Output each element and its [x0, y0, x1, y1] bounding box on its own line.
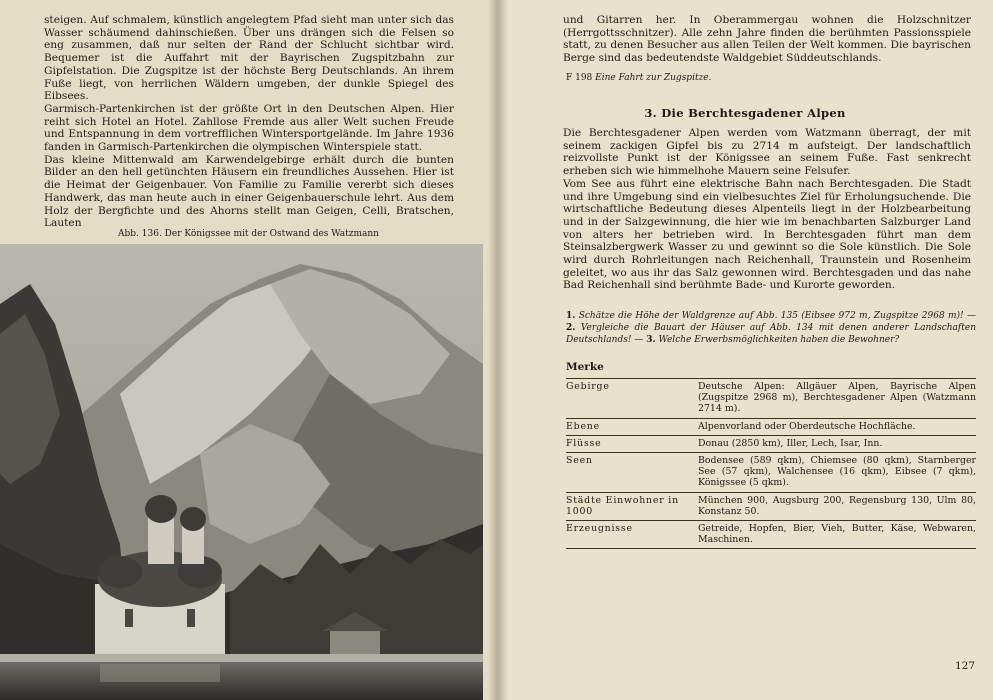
paragraph: Die Berchtesgadener Alpen werden vom Watzmann überragt, der mit seinem zackigen Gipfel bis zu 2714 m aufsteigt. Der landschaftlich reizvollste Punkt ist der Königssee an seinem Fuße. Fast senkrecht erheben sich wie himmelhohe Mauern seine Felsufer.	[563, 127, 971, 178]
figure-caption: Abb. 136. Der Königssee mit der Ostwand des Watzmann	[118, 229, 379, 239]
task-text: Vergleiche die Bauart der Häuser auf Abb. 134 mit denen anderer Landschaften Deutschlands! —	[566, 323, 976, 345]
book-gutter	[488, 0, 508, 700]
merke-table	[566, 378, 976, 549]
paragraph: Garmisch-Partenkirchen ist der größte Ort in den Deutschen Alpen. Hier reiht sich Hotel an Hotel. Zahllose Fremde aus aller Welt suchen Freude und Entspannung in dem vortrefflichen Wintersportgelände. Im Jahre 1936 fanden in Garmisch-Partenkirchen die olympischen Winterspiele statt.	[44, 102, 454, 154]
table-row	[566, 379, 976, 419]
row-key: Gebirge	[566, 379, 698, 419]
figure-reference-text: Eine Fahrt zur Zugspitze.	[595, 73, 712, 83]
row-value: Deutsche Alpen: Allgäuer Alpen, Bayrische Alpen (Zugspitze 2968 m), Berchtesgadener Alpen (Watzmann 2714 m).	[698, 379, 976, 419]
paragraph: Das kleine Mittenwald am Karwendelgebirge erhält durch die bunten Bilder an den hell getünchten Häusern ein freundliches Aussehen. Hier ist die Heimat der Geigenbauer. Von Familie zu Familie vererbt sich dieses Handwerk, das man heute auch in einer Geigenbauerschule lehrt. Aus dem Holz der Bergfichte und des Ahorns stellt man Geigen, Celli, Bratschen, Lauten	[44, 153, 454, 230]
right-page	[497, 0, 993, 700]
task-text: Welche Erwerbsmöglichkeiten haben die Bewohner?	[658, 335, 900, 345]
table-row	[566, 435, 976, 452]
row-value: Bodensee (589 qkm), Chiemsee (80 qkm), Starnberger See (57 qkm), Walchensee (16 qkm), Eibsee (7 qkm), Königssee (5 qkm).	[698, 453, 976, 493]
row-value: Getreide, Hopfen, Bier, Vieh, Butter, Käse, Webwaren, Maschinen.	[698, 521, 976, 549]
exercise-tasks	[566, 310, 976, 346]
table-row	[566, 492, 976, 520]
row-value: Donau (2850 km), Iller, Lech, Isar, Inn.	[698, 435, 976, 452]
page-number: 127	[955, 660, 976, 672]
row-key: Ebene	[566, 418, 698, 435]
figure-reference-number: F 198	[566, 73, 593, 83]
row-key: Erzeugnisse	[566, 521, 698, 549]
row-key: Flüsse	[566, 435, 698, 452]
paragraph: Vom See aus führt eine elektrische Bahn nach Berchtesgaden. Die Stadt und ihre Umgebung sind ein vielbesuchtes Ziel für Erholungsuchende. Die wirtschaftliche Bedeutung dieses Alpenteils liegt in der Holzbearbeitung und in der Salzgewinnung, die hier wie im benachbarten Salzburger Land von alters her betrieben wird. In Berchtesgaden führt man dem Steinsalzbergwerk Wasser zu und gewinnt so die Sole künstlich. Die Sole wird durch Rohrleitungen nach Reichenhall, Traunstein und Rosenheim geleitet, wo aus ihr das Salz gewonnen wird. Berchtesgaden und das nahe Bad Reichenhall sind berühmte Bade- und Kurorte geworden.	[563, 177, 971, 292]
row-value: München 900, Augsburg 200, Regensburg 130, Ulm 80, Konstanz 50.	[698, 492, 976, 520]
koenigssee-photo	[0, 244, 483, 700]
task-number: 3.	[646, 335, 656, 345]
section-title: 3. Die Berchtesgadener Alpen	[644, 106, 846, 120]
row-key: Städte Einwohner in 1000	[566, 492, 698, 520]
figure-reference	[566, 73, 712, 83]
table-row	[566, 453, 976, 493]
task-number: 2.	[566, 323, 576, 333]
right-intro-text: und Gitarren her. In Oberammergau wohnen die Holzschnitzer (Herrgottsschnitzer). Alle zehn Jahre finden die berühmten Passionsspiele statt, zu denen Besucher aus allen Teilen der Welt kommen. Die bayrischen Berge sind das bedeutendste Waldgebiet Süddeutschlands.	[563, 14, 971, 65]
table-row	[566, 418, 976, 435]
left-body-text	[44, 14, 454, 230]
right-body-text	[563, 127, 971, 292]
row-key: Seen	[566, 453, 698, 493]
merke-heading: Merke	[566, 361, 604, 373]
task-number: 1.	[566, 311, 576, 321]
paragraph: steigen. Auf schmalem, künstlich angelegtem Pfad sieht man unter sich das Wasser schäumend dahinschießen. Über uns drängen sich die Felsen so eng zusammen, daß nur selten der Rand der Schlucht sichtbar wird. Bequemer ist die Auffahrt mit der Bayrischen Zugspitzbahn zur Gipfelstation. Die Zugspitze ist der höchste Berg Deutschlands. An ihrem Fuße liegt, von herrlichen Wäldern umgeben, der dunkle Spiegel des Eibsees.	[44, 14, 454, 103]
row-value: Alpenvorland oder Oberdeutsche Hochfläche.	[698, 418, 976, 435]
task-text: Schätze die Höhe der Waldgrenze auf Abb. 135 (Eibsee 972 m, Zugspitze 2968 m)! —	[578, 311, 976, 321]
table-row	[566, 521, 976, 549]
